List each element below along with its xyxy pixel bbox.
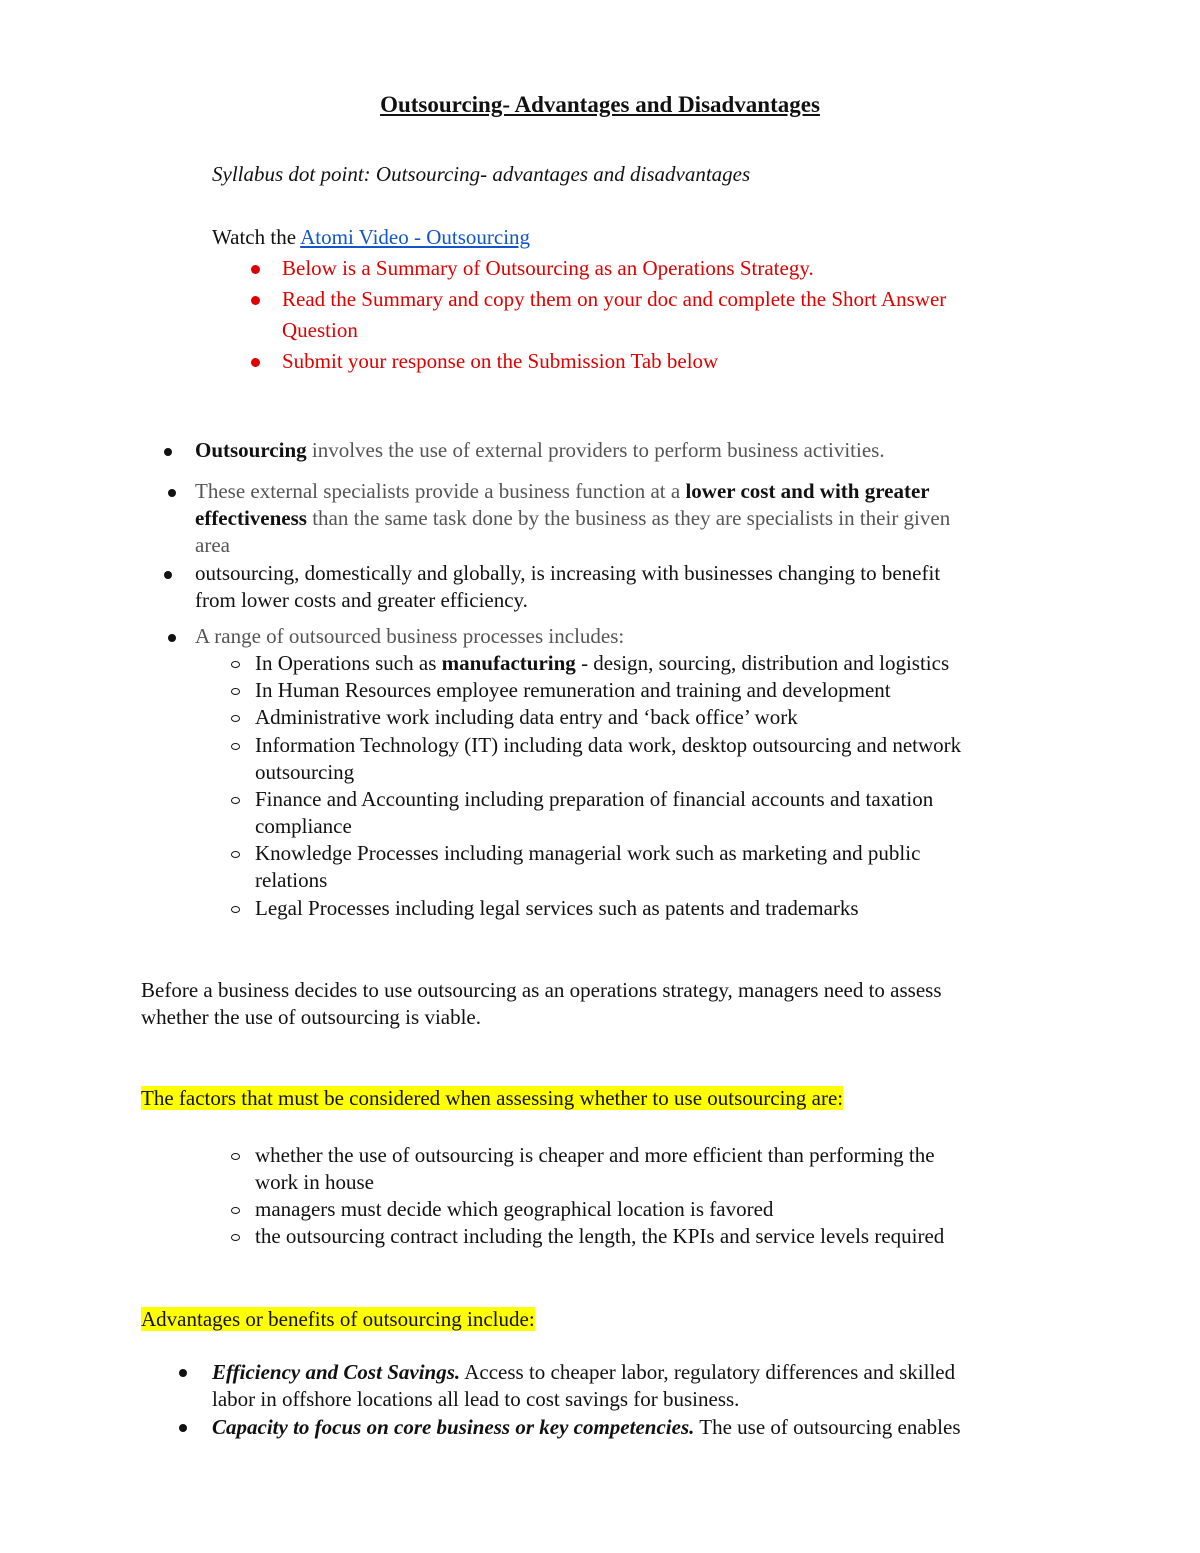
summary-bullet-4: A range of outsourced business processes includes: [195,624,625,648]
item-text: - design, sourcing, distribution and logistics [575,651,950,675]
process-item-operations [255,651,949,676]
before-paragraph: Before a business decides to use outsourcing as an operations strategy, managers need to assess [141,978,942,1002]
bullet-icon [179,1369,187,1377]
circle-bullet-icon [231,661,240,668]
term-outsourcing: Outsourcing [195,438,307,462]
bullet-icon [168,634,176,642]
process-item-knowledge: Knowledge Processes including managerial work such as marketing and public [255,841,921,865]
instruction-2: Read the Summary and copy them on your doc and complete the Short Answer [282,287,947,311]
item-text: Access to cheaper labor, regulatory differences and skilled [460,1360,956,1384]
bullet-icon [251,358,260,367]
bold-italic-phrase: Efficiency and Cost Savings. [212,1360,461,1384]
advantage-focus [212,1415,961,1440]
page-title: Outsourcing- Advantages and Disadvantages [380,92,820,117]
process-item-finance-cont: compliance [255,814,352,838]
summary-bullet-3: outsourcing, domestically and globally, is increasing with businesses changing to benefit [195,561,941,585]
summary-bullet-3-cont: from lower costs and greater efficiency. [195,588,528,612]
bold-phrase: manufacturing [441,651,576,675]
bold-phrase: lower cost and with greater [685,479,930,503]
bullet-icon [251,265,260,274]
summary-bullet-2-cont [195,506,950,531]
advantage-efficiency [212,1360,955,1385]
item-text: The use of outsourcing enables [694,1415,961,1439]
bullet-icon [168,489,176,497]
advantage-efficiency-cont: labor in offshore locations all lead to cost savings for business. [212,1387,740,1411]
atomi-video-link[interactable]: Atomi Video - Outsourcing [300,225,531,249]
factor-item-cost: whether the use of outsourcing is cheaper and more efficient than performing the [255,1143,935,1167]
circle-bullet-icon [231,688,240,695]
factor-item-cost-cont: work in house [255,1170,374,1194]
instruction-2-cont: Question [282,318,358,342]
circle-bullet-icon [231,906,240,913]
bullet-icon [164,448,172,456]
bullet-text: involves the use of external providers to perform business activities. [306,438,885,462]
bullet-icon [179,1424,187,1432]
watch-line [212,225,530,250]
highlighted-heading: Advantages or benefits of outsourcing include: [141,1307,535,1331]
process-item-hr: In Human Resources employee remuneration and training and development [255,678,891,702]
process-item-admin: Administrative work including data entry and ‘back office’ work [255,705,798,729]
process-item-finance: Finance and Accounting including preparation of financial accounts and taxation [255,787,934,811]
process-item-knowledge-cont: relations [255,868,328,892]
process-item-legal: Legal Processes including legal services such as patents and trademarks [255,896,859,920]
summary-bullet-2-cont: area [195,533,230,557]
bullet-icon [164,571,172,579]
instruction-3: Submit your response on the Submission Tab below [282,349,719,373]
circle-bullet-icon [231,743,240,750]
bold-italic-phrase: Capacity to focus on core business or key competencies. [212,1415,695,1439]
summary-bullet-2 [195,479,930,504]
factor-item-location: managers must decide which geographical location is favored [255,1197,774,1221]
bullet-text: These external specialists provide a business function at a [195,479,686,503]
before-paragraph-cont: whether the use of outsourcing is viable. [141,1005,481,1029]
circle-bullet-icon [231,851,240,858]
bullet-text: than the same task done by the business as they are specialists in their given [306,506,951,530]
process-item-it-cont: outsourcing [255,760,355,784]
syllabus-note: Syllabus dot point: Outsourcing- advantages and disadvantages [212,162,751,186]
circle-bullet-icon [231,1153,240,1160]
factors-heading [141,1086,843,1111]
circle-bullet-icon [231,1234,240,1241]
circle-bullet-icon [231,715,240,722]
bold-phrase: effectiveness [195,506,307,530]
watch-prefix: Watch the [212,225,301,249]
highlighted-heading: The factors that must be considered when assessing whether to use outsourcing are: [141,1086,844,1110]
factor-item-contract: the outsourcing contract including the length, the KPIs and service levels required [255,1224,945,1248]
process-item-it: Information Technology (IT) including data work, desktop outsourcing and network [255,733,962,757]
instruction-1: Below is a Summary of Outsourcing as an Operations Strategy. [282,256,814,280]
circle-bullet-icon [231,797,240,804]
advantages-heading [141,1307,535,1332]
circle-bullet-icon [231,1207,240,1214]
bullet-icon [251,296,260,305]
summary-bullet-1 [195,438,885,463]
item-text: In Operations such as [255,651,442,675]
